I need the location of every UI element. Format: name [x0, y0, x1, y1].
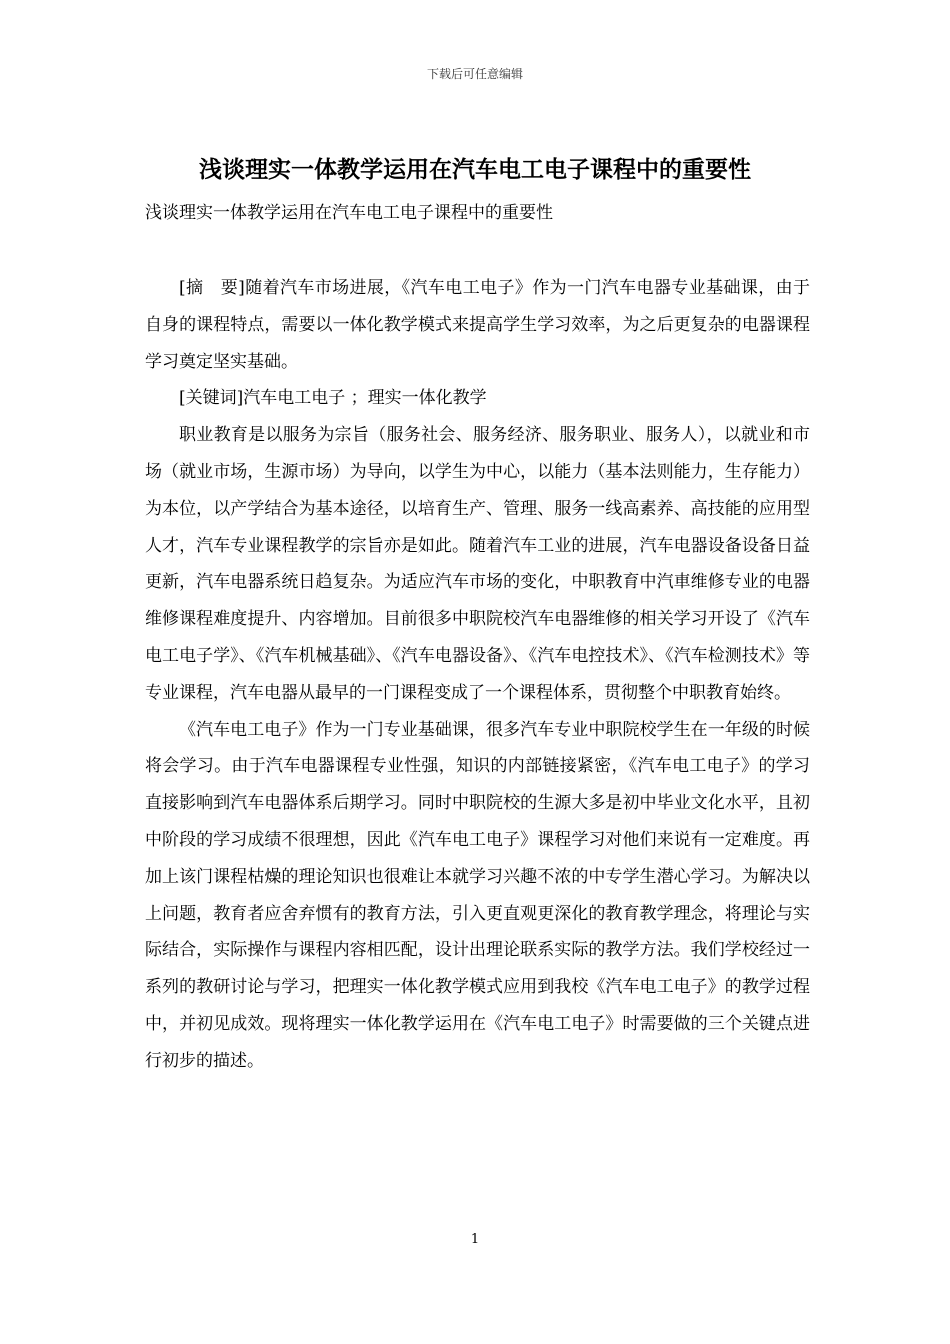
keywords-paragraph: [关键词]汽车电工电子 ；理实一体化教学	[179, 388, 487, 409]
page-number: 1	[470, 1232, 480, 1247]
document-title: 浅谈理实一体教学运用在汽车电工电子课程中的重要性	[199, 156, 751, 183]
body-paragraph: 职业教育是以服务为宗旨（服务社会、服务经济、服务职业、服务人），以就业和市场（就业市场，生源市场）为导向，以学生为中心，以能力（基本法则能力，生存能力）为本位，以产学结合为基本途径，以培育生产、管理、服务一线高素养、高技能的应用型人才，汽车专业课程教学的宗旨亦是如此。随着汽车工业的进展，汽车电器设备设备日益更新，汽车电器系统日趋复杂。为适应汽车市场的变化，中职教育中汽車维修专业的电器维修课程难度提升、内容增加。目前很多中职院校汽车电器维修的相关学习开设了《汽车电工电子学》、《汽车机械基础》、《汽车电器设备》、《汽车电控技术》、《汽车检测技术》等专业课程，汽车电器从最早的一门课程变成了一个课程体系，贯彻整个中职教育始终。	[145, 425, 810, 703]
document-subtitle: 浅谈理实一体教学运用在汽车电工电子课程中的重要性	[145, 203, 553, 223]
abstract-paragraph: [摘 要]随着汽车市场进展，《汽车电工电子》作为一门汽车电器专业基础课，由于自身的课程特点，需要以一体化教学模式来提高学生学习效率，为之后更复杂的电器课程学习奠定坚实基础。	[145, 278, 810, 372]
document-body	[145, 270, 810, 1080]
header-note: 下载后可任意编辑	[426, 67, 523, 81]
body-paragraph: 《汽车电工电子》作为一门专业基础课，很多汽车专业中职院校学生在一年级的时候将会学习。由于汽车电器课程专业性强，知识的内部链接紧密，《汽车电工电子》的学习直接影响到汽车电器体系后期学习。同时中职院校的生源大多是初中毕业文化水平，且初中阶段的学习成绩不很理想，因此《汽车电工电子》课程学习对他们来说有一定难度。再加上该门课程枯燥的理论知识也很难让本就学习兴趣不浓的中专学生潜心学习。为解决以上问题，教育者应舍弃惯有的教育方法，引入更直观更深化的教育教学理念，将理论与实际结合，实际操作与课程内容相匹配，设计出理论联系实际的教学方法。我们学校经过一系列的教研讨论与学习，把理实一体化教学模式应用到我校《汽车电工电子》的教学过程中，并初见成效。现将理实一体化教学运用在《汽车电工电子》时需要做的三个关键点进行初步的描述。	[145, 719, 810, 1071]
